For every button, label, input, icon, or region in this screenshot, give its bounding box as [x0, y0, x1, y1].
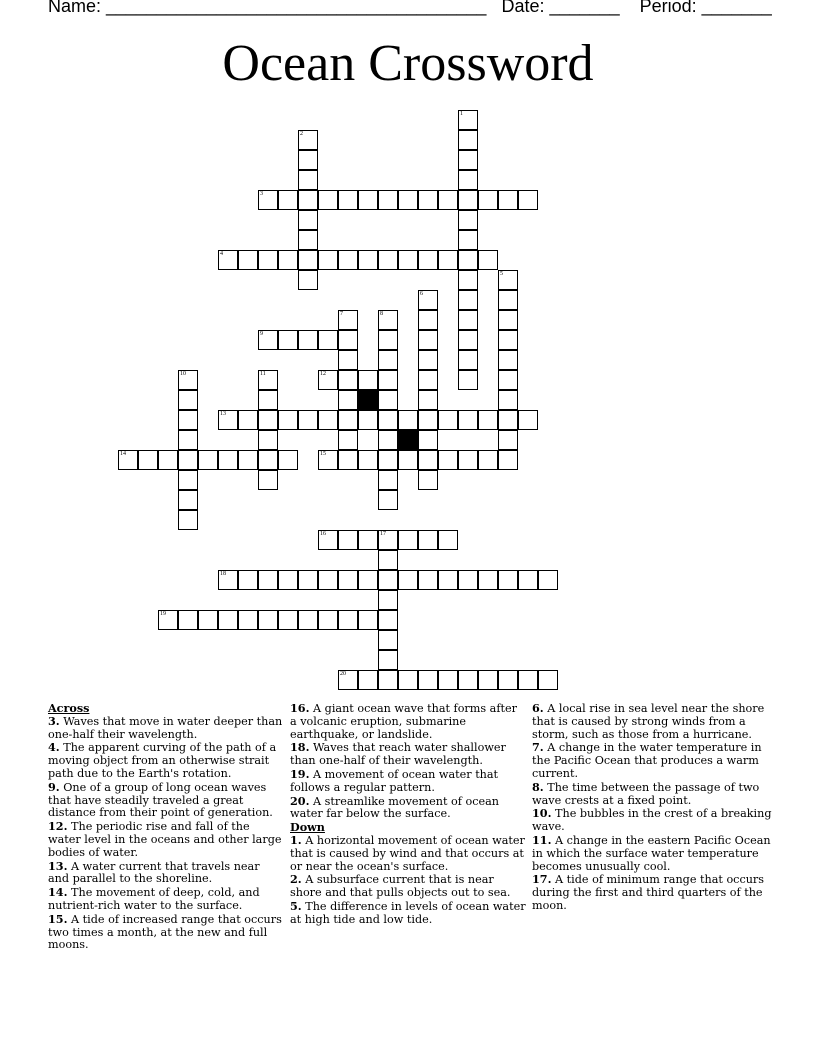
grid-cell[interactable] [498, 430, 518, 450]
clue-number: 6 [420, 291, 423, 297]
grid-cell[interactable] [458, 350, 478, 370]
grid-cell[interactable] [478, 570, 498, 590]
grid-cell[interactable] [378, 470, 398, 490]
grid-cell[interactable] [458, 270, 478, 290]
grid-cell[interactable] [298, 130, 318, 150]
down-heading: Down [290, 820, 325, 835]
clue-down-8: 8. The time between the passage of two wave crests at a fixed point. [532, 779, 760, 807]
grid-cell[interactable] [458, 310, 478, 330]
grid-cell[interactable] [458, 250, 478, 270]
period-blank[interactable]: _______ [701, 0, 772, 16]
grid-cell[interactable] [298, 270, 318, 290]
grid-cell[interactable] [378, 550, 398, 570]
grid-cell[interactable] [258, 250, 278, 270]
grid-cell[interactable] [398, 530, 418, 550]
grid-cell[interactable] [438, 670, 458, 690]
grid-cell[interactable] [338, 670, 358, 690]
across-heading: Across [48, 701, 90, 715]
clue-across-18: 18. Waves that reach water shallower than one-half of their wavelength. [290, 740, 506, 768]
grid-cell[interactable] [498, 270, 518, 290]
clue-across-20: 20. A streamlike movement of ocean water far below the surface. [290, 793, 499, 821]
grid-cell[interactable] [258, 430, 278, 450]
grid-cell[interactable] [418, 470, 438, 490]
clue-number: 17 [380, 531, 386, 537]
grid-cell[interactable] [418, 370, 438, 390]
grid-cell[interactable] [318, 410, 338, 430]
grid-cell[interactable] [398, 190, 418, 210]
clue-across-19: 19. A movement of ocean water that follows a regular pattern. [290, 766, 499, 794]
grid-cell[interactable] [338, 450, 358, 470]
grid-cell[interactable] [178, 390, 198, 410]
clue-down-10: 10. The bubbles in the crest of a breaking wave. [532, 806, 772, 834]
grid-cell[interactable] [138, 450, 158, 470]
clue-number: 19 [160, 611, 166, 617]
grid-cell[interactable] [378, 250, 398, 270]
grid-cell[interactable] [458, 330, 478, 350]
grid-cell[interactable] [258, 390, 278, 410]
grid-cell[interactable] [298, 330, 318, 350]
grid-cell[interactable] [178, 510, 198, 530]
grid-cell[interactable] [458, 150, 478, 170]
clue-across-12: 12. The periodic rise and fall of the water level in the oceans and other large bodies of water. [48, 819, 282, 859]
clue-column-3 [532, 702, 772, 913]
clue-number: 3 [260, 191, 263, 197]
grid-cell[interactable] [298, 570, 318, 590]
grid-cell[interactable] [178, 430, 198, 450]
grid-cell[interactable] [338, 530, 358, 550]
grid-cell[interactable] [298, 170, 318, 190]
grid-cell[interactable] [298, 150, 318, 170]
grid-cell[interactable] [298, 210, 318, 230]
clue-number: 10 [180, 371, 186, 377]
blocked-cell [398, 430, 418, 450]
grid-cell[interactable] [418, 190, 438, 210]
grid-cell[interactable] [498, 290, 518, 310]
grid-cell[interactable] [378, 570, 398, 590]
grid-cell[interactable] [418, 430, 438, 450]
clue-number: 11 [260, 371, 266, 377]
grid-cell[interactable] [418, 450, 438, 470]
clue-down-2: 2. A subsurface current that is near shore and that pulls objects out to sea. [290, 872, 511, 900]
clue-number: 14 [120, 451, 126, 457]
grid-cell[interactable] [498, 390, 518, 410]
grid-cell[interactable] [218, 610, 238, 630]
name-label: Name: [48, 0, 102, 16]
grid-cell[interactable] [318, 570, 338, 590]
grid-cell[interactable] [358, 610, 378, 630]
grid-cell[interactable] [298, 250, 318, 270]
grid-cell[interactable] [458, 450, 478, 470]
grid-cell[interactable] [278, 450, 298, 470]
page-title: Ocean Crossword [222, 35, 594, 92]
grid-cell[interactable] [498, 670, 518, 690]
grid-cell[interactable] [518, 670, 538, 690]
clue-number: 7 [340, 311, 343, 317]
grid-cell[interactable] [178, 470, 198, 490]
clue-number: 20 [340, 671, 346, 677]
grid-cell[interactable] [298, 610, 318, 630]
grid-cell[interactable] [258, 330, 278, 350]
grid-cell[interactable] [458, 110, 478, 130]
grid-cell[interactable] [498, 190, 518, 210]
grid-cell[interactable] [418, 570, 438, 590]
clue-across-4: 4. The apparent curving of the path of a moving object from an otherwise strait path due to the Earth's rotation. [48, 740, 277, 780]
grid-cell[interactable] [378, 410, 398, 430]
grid-cell[interactable] [318, 530, 338, 550]
grid-cell[interactable] [498, 350, 518, 370]
period-label: Period: [639, 0, 697, 16]
grid-cell[interactable] [438, 570, 458, 590]
grid-cell[interactable] [478, 670, 498, 690]
grid-cell[interactable] [418, 670, 438, 690]
grid-cell[interactable] [338, 330, 358, 350]
clue-number: 16 [320, 531, 326, 537]
grid-cell[interactable] [418, 330, 438, 350]
grid-cell[interactable] [498, 370, 518, 390]
grid-cell[interactable] [178, 450, 198, 470]
grid-cell[interactable] [358, 410, 378, 430]
grid-cell[interactable] [318, 190, 338, 210]
grid-cell[interactable] [358, 190, 378, 210]
grid-cell[interactable] [398, 570, 418, 590]
grid-cell[interactable] [418, 410, 438, 430]
grid-cell[interactable] [358, 450, 378, 470]
grid-cell[interactable] [518, 190, 538, 210]
grid-cell[interactable] [458, 130, 478, 150]
clue-down-5: 5. The difference in levels of ocean water at high tide and low tide. [290, 898, 526, 926]
clue-across-15: 15. A tide of increased range that occurs two times a month, at the new and full moons. [48, 911, 282, 952]
grid-cell[interactable] [478, 450, 498, 470]
clue-down-7: 7. A change in the water temperature in the Pacific Ocean that produces a warm current. [532, 740, 762, 780]
grid-cell[interactable] [498, 570, 518, 590]
grid-cell[interactable] [218, 570, 238, 590]
grid-cell[interactable] [438, 250, 458, 270]
grid-cell[interactable] [298, 410, 318, 430]
grid-cell[interactable] [458, 670, 478, 690]
grid-cell[interactable] [198, 450, 218, 470]
grid-cell[interactable] [338, 570, 358, 590]
grid-cell[interactable] [378, 650, 398, 670]
grid-cell[interactable] [318, 330, 338, 350]
grid-cell[interactable] [398, 410, 418, 430]
grid-cell[interactable] [318, 370, 338, 390]
grid-cell[interactable] [358, 250, 378, 270]
clue-number: 9 [260, 331, 263, 337]
grid-cell[interactable] [438, 530, 458, 550]
grid-cell[interactable] [338, 370, 358, 390]
grid-cell[interactable] [178, 610, 198, 630]
grid-cell[interactable] [318, 610, 338, 630]
grid-cell[interactable] [458, 210, 478, 230]
clue-across-16: 16. A giant ocean wave that forms after a volcanic eruption, submarine earthquake, or landslide. [290, 701, 517, 741]
grid-cell[interactable] [338, 190, 358, 210]
clue-number: 8 [380, 311, 383, 317]
grid-cell[interactable] [258, 370, 278, 390]
date-blank[interactable]: _______ [549, 0, 620, 16]
grid-cell[interactable] [498, 330, 518, 350]
grid-cell[interactable] [378, 370, 398, 390]
grid-cell[interactable] [378, 350, 398, 370]
grid-cell[interactable] [338, 430, 358, 450]
grid-cell[interactable] [398, 450, 418, 470]
grid-cell[interactable] [238, 570, 258, 590]
grid-cell[interactable] [358, 570, 378, 590]
clue-down-1: 1. A horizontal movement of ocean water that is caused by wind and that occurs at or near the ocean's surface. [290, 832, 525, 873]
grid-cell[interactable] [378, 590, 398, 610]
grid-cell[interactable] [458, 290, 478, 310]
grid-cell[interactable] [178, 410, 198, 430]
grid-cell[interactable] [378, 630, 398, 650]
grid-cell[interactable] [278, 250, 298, 270]
clue-down-11: 11. A change in the eastern Pacific Ocean in which the surface water temperature becomes unusually cool. [532, 832, 771, 873]
grid-cell[interactable] [258, 470, 278, 490]
grid-cell[interactable] [378, 190, 398, 210]
grid-cell[interactable] [338, 390, 358, 410]
grid-cell[interactable] [458, 410, 478, 430]
grid-cell[interactable] [458, 230, 478, 250]
grid-cell[interactable] [438, 410, 458, 430]
grid-cell[interactable] [378, 530, 398, 550]
clue-column-2 [290, 702, 526, 927]
grid-cell[interactable] [358, 370, 378, 390]
grid-cell[interactable] [498, 450, 518, 470]
grid-cell[interactable] [238, 250, 258, 270]
grid-cell[interactable] [398, 670, 418, 690]
grid-cell[interactable] [218, 410, 238, 430]
grid-cell[interactable] [278, 610, 298, 630]
grid-cell[interactable] [278, 190, 298, 210]
grid-cell[interactable] [358, 530, 378, 550]
grid-cell[interactable] [418, 350, 438, 370]
grid-cell[interactable] [118, 450, 138, 470]
clue-down-6: 6. A local rise in sea level near the shore that is caused by strong winds from a storm, such as those from a hurricane. [532, 701, 765, 741]
grid-cell[interactable] [538, 570, 558, 590]
grid-cell[interactable] [458, 190, 478, 210]
grid-cell[interactable] [498, 310, 518, 330]
grid-cell[interactable] [258, 410, 278, 430]
grid-cell[interactable] [258, 570, 278, 590]
grid-cell[interactable] [438, 450, 458, 470]
grid-cell[interactable] [338, 250, 358, 270]
grid-cell[interactable] [478, 190, 498, 210]
grid-cell[interactable] [278, 330, 298, 350]
grid-cell[interactable] [238, 610, 258, 630]
grid-cell[interactable] [298, 230, 318, 250]
grid-cell[interactable] [338, 350, 358, 370]
grid-cell[interactable] [378, 330, 398, 350]
grid-cell[interactable] [438, 190, 458, 210]
grid-cell[interactable] [158, 450, 178, 470]
grid-cell[interactable] [458, 170, 478, 190]
grid-cell[interactable] [318, 250, 338, 270]
name-blank[interactable]: ______________________________________ [106, 0, 487, 16]
grid-cell[interactable] [478, 410, 498, 430]
grid-cell[interactable] [238, 410, 258, 430]
grid-cell[interactable] [398, 250, 418, 270]
grid-cell[interactable] [258, 450, 278, 470]
clue-number: 2 [300, 131, 303, 137]
grid-cell[interactable] [278, 570, 298, 590]
grid-cell[interactable] [478, 250, 498, 270]
clue-number: 13 [220, 411, 226, 417]
clue-column-1 [48, 702, 284, 952]
clue-number: 18 [220, 571, 226, 577]
grid-cell[interactable] [338, 310, 358, 330]
grid-cell[interactable] [458, 570, 478, 590]
grid-cell[interactable] [378, 670, 398, 690]
clue-down-17: 17. A tide of minimum range that occurs during the first and third quarters of the moon. [532, 872, 765, 912]
grid-cell[interactable] [178, 370, 198, 390]
grid-cell[interactable] [218, 250, 238, 270]
clue-number: 1 [460, 111, 463, 117]
blocked-cell [358, 390, 378, 410]
grid-cell[interactable] [378, 450, 398, 470]
clue-across-3: 3. Waves that move in water deeper than one-half their wavelength. [48, 713, 283, 741]
grid-cell[interactable] [258, 610, 278, 630]
grid-cell[interactable] [218, 450, 238, 470]
grid-cell[interactable] [158, 610, 178, 630]
clue-number: 4 [220, 251, 223, 257]
grid-cell[interactable] [378, 490, 398, 510]
clue-number: 12 [320, 371, 326, 377]
clue-number: 15 [320, 451, 326, 457]
grid-cell[interactable] [378, 390, 398, 410]
grid-cell[interactable] [418, 250, 438, 270]
grid-cell[interactable] [318, 450, 338, 470]
grid-cell[interactable] [418, 310, 438, 330]
grid-cell[interactable] [418, 290, 438, 310]
grid-cell[interactable] [338, 410, 358, 430]
grid-cell[interactable] [178, 490, 198, 510]
grid-cell[interactable] [518, 570, 538, 590]
grid-cell[interactable] [278, 410, 298, 430]
grid-cell[interactable] [418, 530, 438, 550]
grid-cell[interactable] [458, 370, 478, 390]
grid-cell[interactable] [298, 190, 318, 210]
grid-cell[interactable] [198, 610, 218, 630]
clue-across-13: 13. A water current that travels near and parallel to the shoreline. [48, 858, 260, 886]
grid-cell[interactable] [378, 310, 398, 330]
grid-cell[interactable] [238, 450, 258, 470]
grid-cell[interactable] [358, 670, 378, 690]
grid-cell[interactable] [258, 190, 278, 210]
grid-cell[interactable] [538, 670, 558, 690]
clue-across-9: 9. One of a group of long ocean waves that have steadily traveled a great distance from their point of generation. [48, 779, 273, 820]
grid-cell[interactable] [378, 610, 398, 630]
grid-cell[interactable] [378, 430, 398, 450]
grid-cell[interactable] [498, 410, 518, 430]
grid-cell[interactable] [418, 390, 438, 410]
grid-cell[interactable] [338, 610, 358, 630]
clue-across-14: 14. The movement of deep, cold, and nutrient-rich water to the surface. [48, 885, 260, 912]
grid-cell[interactable] [518, 410, 538, 430]
date-label: Date: [501, 0, 545, 16]
clue-number: 5 [500, 271, 503, 277]
